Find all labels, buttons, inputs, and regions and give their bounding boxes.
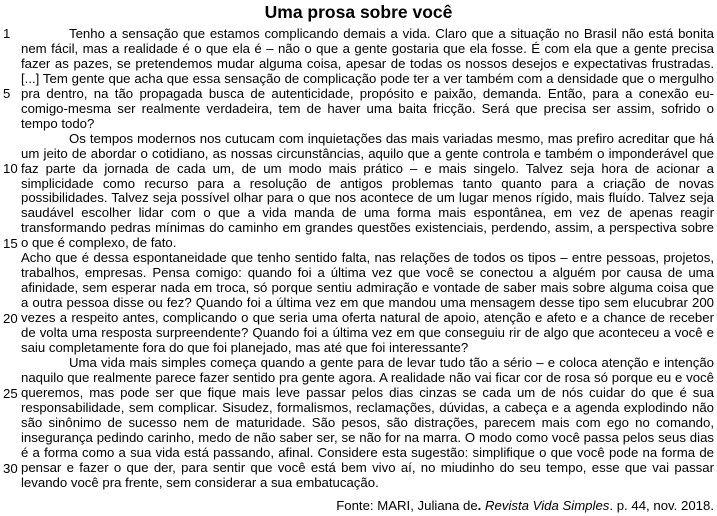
source-citation [336,498,714,513]
paragraph-2: Os tempos modernos nos cutucam com inquietações das mais variadas mesmo, mas prefiro acreditar que há um jeito de abordar o cotidiano, as nossas circunstâncias, aquilo que a gente controla e também o imponderável que faz parte da jornada de cada um, de um modo mais prático – e mais singelo. Talvez seja hora de acionar a simplicidade como recurso para a resolução de antigos problemas tanto quanto para a criação de novas possibilidades. Talvez seja possível olhar para o que nos acontece de um lugar menos rígido, mais fluído. Talvez seja saudável escolher lidar com o que a vida manda de uma forma mais espontânea, em vez de apenas reagir transformando pedras mínimas do caminho em grandes questões existenciais, perdendo, assim, a perspectiva sobre o que é complexo, de fato. [21,130,714,251]
line-number-25: 25 [3,386,18,401]
article-title: Uma prosa sobre você [264,2,453,22]
article-body [21,27,714,491]
paragraph-4: Uma vida mais simples começa quando a gente para de levar tudo tão a sério – e coloca atenção e intenção naquilo que realmente parece fazer sentido pra gente agora. A realidade não vai ficar cor de rosa só porque eu e você queremos, mas pode ser que fique mais leve passar pelos dias cinzas se cada um de nós cuidar do que é sua responsabilidade, sem complicar. Sisudez, formalismos, reclamações, dúvidas, a cabeça e a agenda explodindo não são sinônimo de sucesso nem de maturidade. São pesos, são distrações, parecem mais com ego no comando, insegurança pedindo carinho, medo de não saber ser, se não for na marra. O modo como você passa pelos seus dias é a forma como a sua vida está passando, afinal. Considere esta sugestão: simplifique o que você pode na forma de pensar e fazer o que der, para sentir que você está bem vivo aí, no miudinho do seu tempo, esse que vai passar levando você pra frente, sem considerar a sua embatucação. [21,354,714,490]
paragraph-3: Acho que é dessa espontaneidade que tenho sentido falta, nas relações de todos os tipos – entre pessoas, projetos, trabalhos, empresas. Pensa comigo: quando foi a última vez que você se conectou a alguém por causa de uma afinidade, sem esperar nada em troca, só porque sentiu admiração e vontade de saber mais sobre alguma coisa que a outra pessoa disse ou fez? Quando foi a última vez em que mandou uma mensagem desse tipo sem elucubrar 200 vezes a respeito antes, complicando o que seria uma oferta natural de apoio, atenção e afeto e a chance de receber de volta uma resposta surpreendente? Quando foi a última vez em que conseguiu rir de algo que aconteceu a você e saiu completamente fora do que foi planejado, mas até que foi interessante? [21,250,714,356]
source-dot: . [477,498,482,513]
line-number-20: 20 [3,311,18,326]
source-details: . p. 44, nov. 2018. [609,498,714,513]
source-author: Fonte: MARI, Juliana de [336,498,478,513]
line-number-15: 15 [3,236,18,251]
line-number-10: 10 [3,161,18,176]
line-number-30: 30 [3,461,18,476]
line-number-1: 1 [3,26,11,41]
line-number-5: 5 [3,86,11,101]
source-publication: Revista Vida Simples [485,498,610,513]
paragraph-1: Tenho a sensação que estamos complicando demais a vida. Claro que a situação no Brasil não está bonita nem fácil, mas a realidade é o que ela é – não o que a gente gostaria que ela fosse. É com ela que a gente precisa fazer as pazes, se pretendemos mudar alguma coisa, apesar de todas os nossos desejos e expectativas frustradas. [...] Tem gente que acha que essa sensação de complicação pode ter a ver também com a densidade que o mergulho pra dentro, na tão propagada busca de autenticidade, propósito e paixão, demanda. Então, para a conexão eu-comigo-mesma ser realmente verdadeira, tem de haver uma baita fricção. Será que precisa ser assim, sofrido o tempo todo? [21,26,714,131]
